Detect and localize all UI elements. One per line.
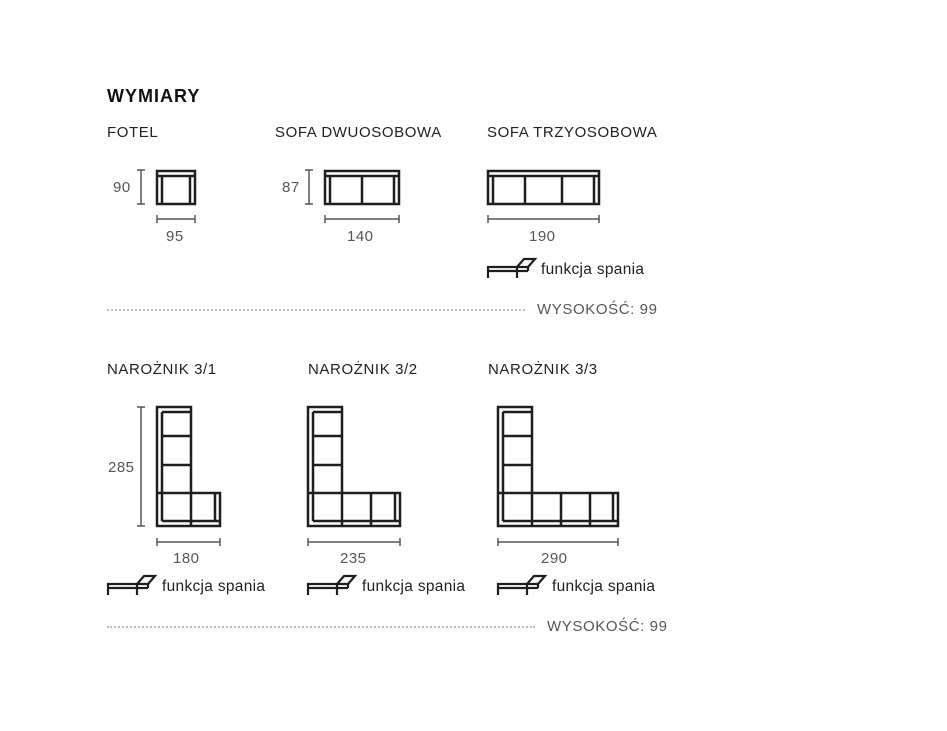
- fotel-label: FOTEL: [107, 124, 159, 141]
- corner33-width: 290: [541, 550, 568, 567]
- fotel-height: 90: [113, 179, 131, 196]
- corner31-width: 180: [173, 550, 200, 567]
- corner32-label: NAROŻNIK 3/2: [308, 361, 418, 378]
- sofa3-width: 190: [529, 228, 556, 245]
- row1-height-note: WYSOKOŚĆ: 99: [537, 301, 658, 318]
- fotel-width: 95: [166, 228, 184, 245]
- corner31-sleep-label: funkcja spania: [162, 578, 266, 595]
- corner32-width: 235: [340, 550, 367, 567]
- sleep-function-icon: [307, 574, 357, 596]
- corner33-label: NAROŻNIK 3/3: [488, 361, 598, 378]
- row2-height-note: WYSOKOŚĆ: 99: [547, 618, 668, 635]
- corner33-sleep-label: funkcja spania: [552, 578, 656, 595]
- sleep-function-icon: [107, 574, 157, 596]
- sofa2-label: SOFA DWUOSOBOWA: [275, 124, 442, 141]
- corner32-sleep-label: funkcja spania: [362, 578, 466, 595]
- row2-divider: [107, 626, 535, 628]
- sofa3-label: SOFA TRZYOSOBOWA: [487, 124, 658, 141]
- sofa2-width: 140: [347, 228, 374, 245]
- sleep-function-icon: [497, 574, 547, 596]
- sofa2-height: 87: [282, 179, 300, 196]
- corner31-label: NAROŻNIK 3/1: [107, 361, 217, 378]
- corner31-height: 285: [108, 459, 135, 476]
- sofa3-sleep-label: funkcja spania: [541, 261, 645, 278]
- section-title: WYMIARY: [107, 86, 201, 106]
